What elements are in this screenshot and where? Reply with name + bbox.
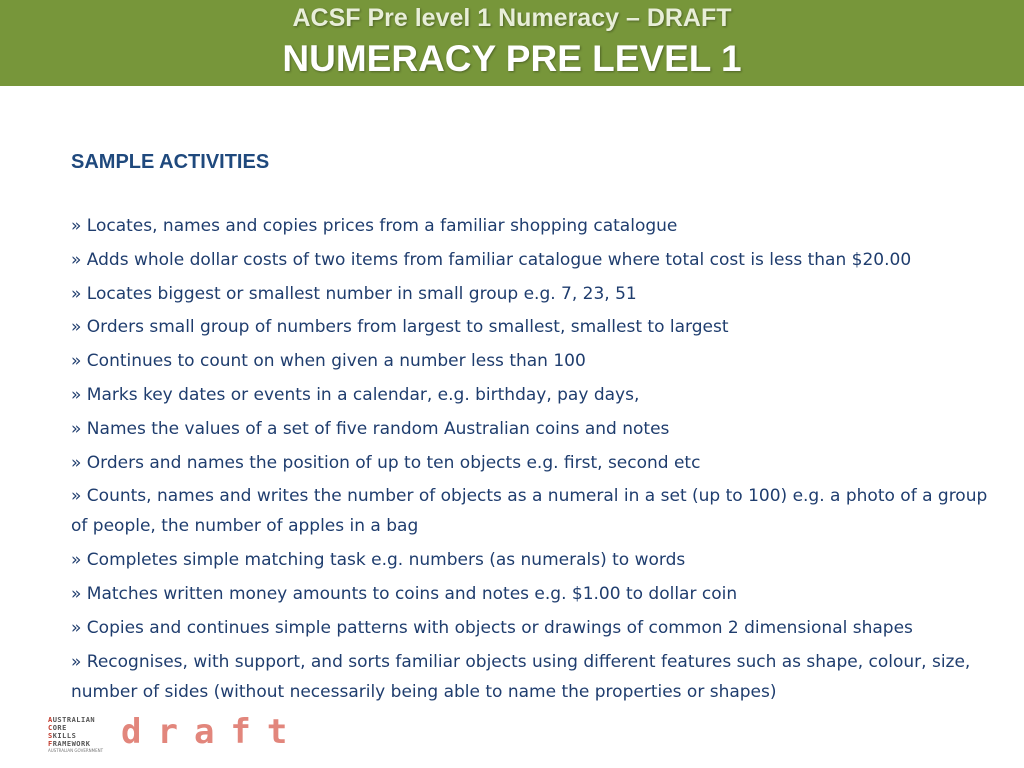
list-item: » Locates biggest or smallest number in small group e.g. 7, 23, 51 xyxy=(71,283,637,304)
list-item: » Adds whole dollar costs of two items from familiar catalogue where total cost is less than $20.00 xyxy=(71,249,912,270)
list-item: » Marks key dates or events in a calendar, e.g. birthday, pay days, xyxy=(71,384,640,405)
list-item: » Orders and names the position of up to ten objects e.g. first, second etc xyxy=(71,452,701,473)
page-title: NUMERACY PRE LEVEL 1 xyxy=(282,38,742,79)
list-item: » Completes simple matching task e.g. numbers (as numerals) to words xyxy=(71,550,686,571)
list-item: » Matches written money amounts to coins and notes e.g. $1.00 to dollar coin xyxy=(71,583,738,604)
header-subtitle: ACSF Pre level 1 Numeracy – DRAFT xyxy=(292,4,732,32)
acsf-logo xyxy=(48,716,116,760)
logo-line: FRAMEWORK xyxy=(48,740,91,748)
logo-line: SKILLS xyxy=(48,732,77,740)
header-banner xyxy=(0,0,1024,86)
list-item: » Orders small group of numbers from largest to smallest, smallest to largest xyxy=(71,317,729,338)
logo-line: CORE xyxy=(48,724,67,732)
logo-small-text: AUSTRALIAN GOVERNMENT xyxy=(48,748,104,753)
section-heading: SAMPLE ACTIVITIES xyxy=(71,151,270,173)
list-item: » Names the values of a set of five random Australian coins and notes xyxy=(71,418,670,439)
list-item: » Locates, names and copies prices from a familiar shopping catalogue xyxy=(71,216,678,236)
activity-list xyxy=(71,211,1001,710)
list-item: » Copies and continues simple patterns with objects or drawings of common 2 dimensional shapes xyxy=(71,617,913,638)
list-item: » Continues to count on when given a number less than 100 xyxy=(71,351,586,372)
logo-line: AUSTRALIAN xyxy=(48,716,96,724)
draft-watermark: draft xyxy=(121,712,304,752)
list-item: » Counts, names and writes the number of objects as a numeral in a set (up to 100) e.g. a photo of a group of people, the number of apples in a bag xyxy=(71,486,988,537)
list-item: » Recognises, with support, and sorts familiar objects using different features such as shape, colour, size, number of sides (without necessarily being able to name the properties or shapes) xyxy=(71,651,971,702)
